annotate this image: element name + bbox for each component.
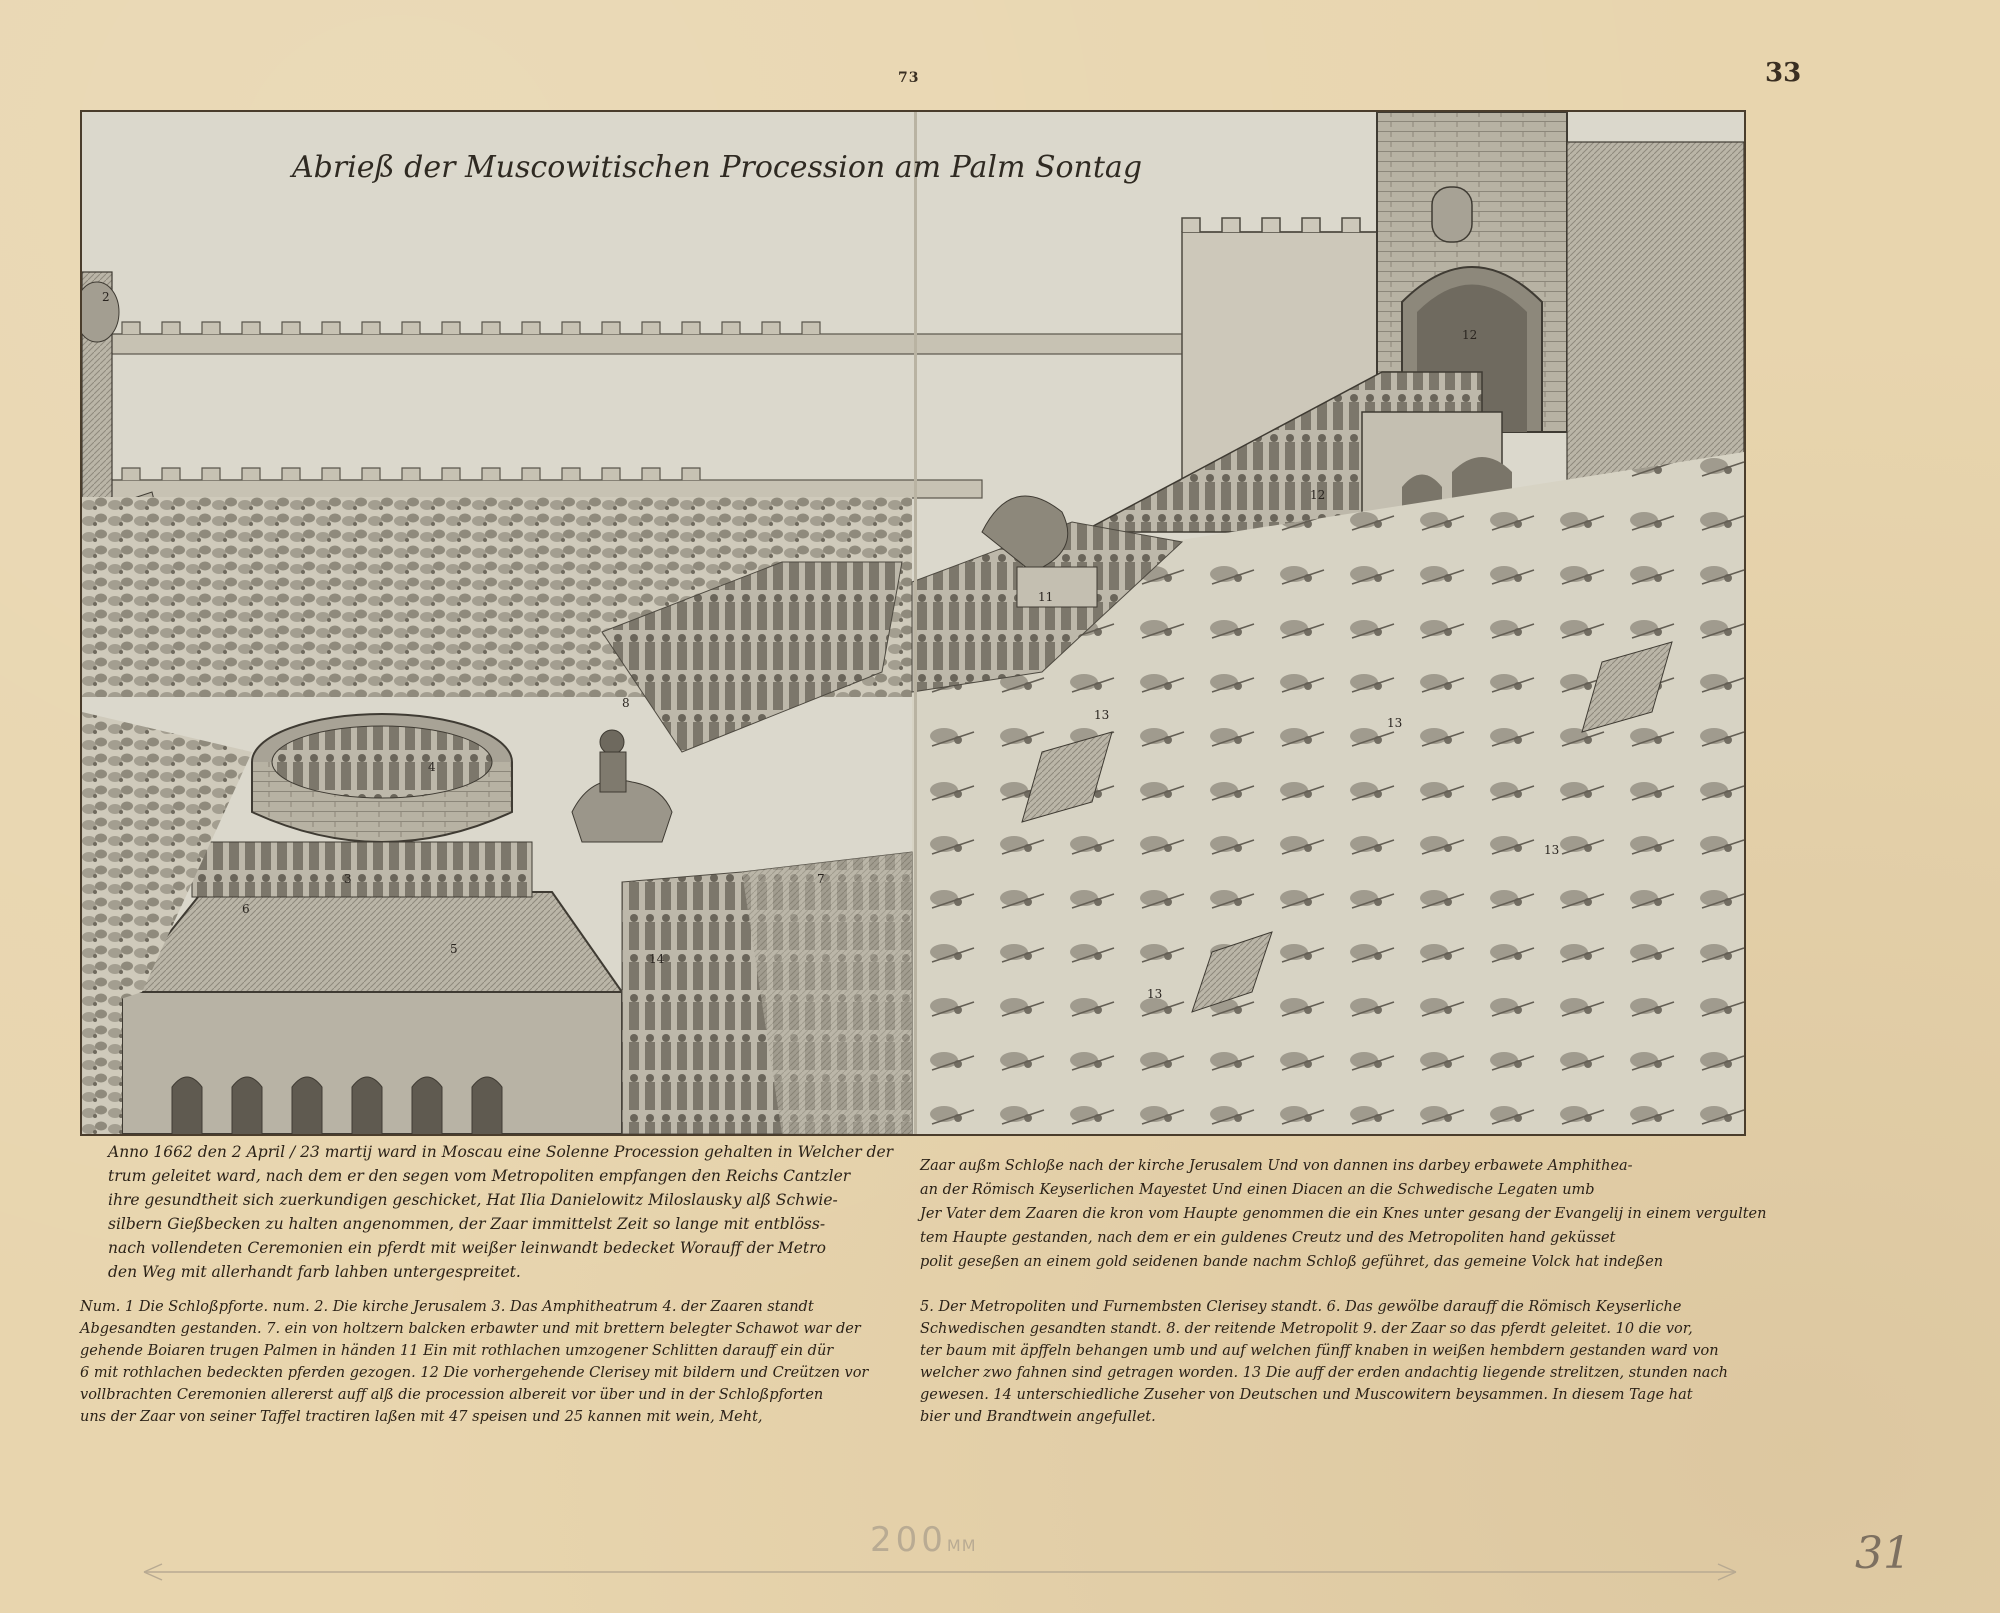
plate-number: 8 — [622, 696, 630, 710]
plate-number: 6 — [242, 902, 250, 916]
plate-number: 14 — [649, 952, 665, 966]
caption-line: an der Römisch Keyserlichen Mayestet Und einen Diacen an die Schwedische Legaten umb — [920, 1182, 1595, 1198]
legend-line: gewesen. 14 unterschiedliche Zuseher von Deutschen und Muscowitern beysammen. In diesem Tage hat — [920, 1387, 1693, 1403]
caption-line: nach vollendeten Ceremonien ein pferdt mit weißer leinwandt bedecket Worauff der Metro — [108, 1239, 826, 1257]
caption-line: Zaar außm Schloße nach der kirche Jerusalem Und von dannen ins darbey erbawete Amphithea- — [920, 1158, 1633, 1174]
legend-line: bier und Brandtwein angefullet. — [920, 1409, 1156, 1425]
plate-number: 13 — [1094, 708, 1110, 722]
caption-line: Jer Vater dem Zaaren die kron vom Haupte genommen die ein Knes unter gesang der Evangelij in einem vergulten — [920, 1206, 1767, 1222]
plate-title: Abrieß der Muscowitischen Procession am Palm Sontag — [292, 150, 1143, 185]
legend-line: uns der Zaar von seiner Taffel tractiren laßen mit 47 speisen und 25 kannen mit wein, Meht, — [80, 1409, 763, 1425]
plate-number: 5 — [450, 942, 458, 956]
legend-line: Abgesandten gestanden. 7. ein von holtzern balcken erbawter und mit brettern belegter Schawot war der — [80, 1321, 861, 1337]
engraving-drawing — [82, 112, 1744, 1134]
measure-label — [870, 1520, 977, 1560]
amphitheatre — [252, 714, 512, 842]
plate-number: 12 — [1462, 328, 1478, 342]
legend-line: 6 mit rothlachen bedeckten pferden gezogen. 12 Die vorhergehende Clerisey mit bildern und Creützen vor — [80, 1365, 869, 1381]
legend-line: gehende Boiaren trugen Palmen in händen 11 Ein mit rothlachen umzogener Schlitten darauff ein dür — [80, 1343, 834, 1359]
folio-number-right: 33 — [1765, 58, 1802, 88]
legend-line: Schwedischen gesandten standt. 8. der reitende Metropolit 9. der Zaar so das pferdt geleitet. 10 die vor, — [920, 1321, 1693, 1337]
caption-line: Anno 1662 den 2 April / 23 martij ward in Moscau eine Solenne Procession gehalten in Welcher der — [108, 1143, 894, 1161]
plate-number: 13 — [1544, 843, 1560, 857]
caption-line: den Weg mit allerhandt farb lahben untergespreitet. — [108, 1263, 521, 1281]
legend-line: 5. Der Metropoliten und Furnembsten Clerisey standt. 6. Das gewölbe darauff die Römisch Keyserliche — [920, 1299, 1682, 1315]
legend-right — [920, 1296, 1728, 1428]
legend-line: vollbrachten Ceremonien allererst auff alß die procession albereit vor über und in der Schloßpforten — [80, 1387, 824, 1403]
caption-line: trum geleitet ward, nach dem er den segen vom Metropoliten empfangen den Reichs Cantzler — [108, 1167, 851, 1185]
plate-number: 3 — [344, 872, 352, 886]
legend-left — [80, 1296, 868, 1428]
folio-number-center: 73 — [898, 70, 920, 86]
sheet-number: 31 — [1855, 1528, 1911, 1579]
caption-line: tem Haupte gestanden, nach dem er ein guldenes Creutz und des Metropoliten hand geküsset — [920, 1230, 1616, 1246]
sleigh — [1017, 567, 1097, 607]
caption-line: ihre gesundtheit sich zuerkundigen geschicket, Hat Ilia Danielowitz Miloslausky alß Schwie- — [108, 1191, 838, 1209]
measure-unit: MM — [946, 1536, 977, 1555]
plate-number: 4 — [428, 760, 436, 774]
measure-value: 200 — [870, 1520, 947, 1560]
caption-right — [920, 1154, 1766, 1274]
plate-number: 13 — [1147, 987, 1163, 1001]
legend-line: ter baum mit äpffeln behangen umb und auf welchen fünff knaben in weißen hembdern gestanden ward von — [920, 1343, 1719, 1359]
plate-number: 7 — [817, 872, 825, 886]
caption-line: silbern Gießbecken zu halten angenommen, der Zaar immittelst Zeit so lange mit entblöss- — [108, 1215, 826, 1233]
plate-number: 12 — [1310, 488, 1326, 502]
plate-fold — [914, 112, 917, 1134]
caption-line: polit geseßen an einem gold seidenen bande nachm Schloß geführet, das gemeine Volck hat indeßen — [920, 1254, 1664, 1270]
legend-line: welcher zwo fahnen sind getragen worden. 13 Die auff der erden andachtig liegende strelitzen, stunden nach — [920, 1365, 1728, 1381]
engraving-plate — [80, 110, 1746, 1136]
legend-line: Num. 1 Die Schloßpforte. num. 2. Die kirche Jerusalem 3. Das Amphitheatrum 4. der Zaaren standt — [80, 1299, 814, 1315]
plate-number: 2 — [102, 290, 110, 304]
plate-number: 13 — [1387, 716, 1403, 730]
caption-left — [108, 1140, 893, 1284]
plate-number: 11 — [1038, 590, 1054, 604]
